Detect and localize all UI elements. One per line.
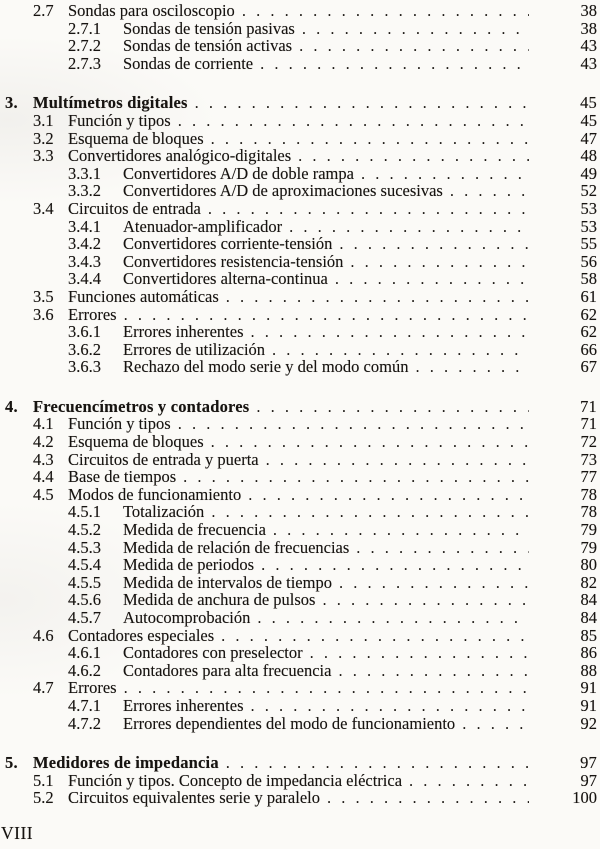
toc-entry-page: 71: [580, 414, 597, 434]
dot-leader: [310, 644, 529, 662]
toc-entry: [0, 627, 600, 645]
toc-entry: [0, 574, 600, 592]
toc-entry-page: 85: [580, 625, 597, 645]
dot-leader: [226, 288, 529, 306]
toc-entry-number: 3.5: [33, 286, 54, 306]
toc-entry-title: Errores dependientes del modo de funcionamiento: [123, 713, 456, 733]
toc-entry-title: Funciones automáticas: [68, 286, 219, 306]
toc-entry: [0, 288, 600, 306]
toc-entry-title: Multímetros digitales: [33, 93, 188, 113]
toc-entry-number: 4.5.6: [68, 590, 101, 610]
dot-leader: [124, 679, 529, 697]
dot-leader: [178, 415, 529, 433]
toc-entry: [0, 218, 600, 236]
dot-leader: [272, 341, 529, 359]
toc-entry-number: 4.5.5: [68, 572, 101, 592]
toc-entry: [0, 55, 600, 73]
toc-entry-title: Esquema de bloques: [68, 128, 204, 148]
toc-entry-title: Sondas de tensión activas: [123, 36, 293, 56]
dot-leader: [339, 574, 529, 592]
toc-entry-title: Función y tipos: [68, 414, 171, 434]
dot-leader: [339, 235, 529, 253]
toc-entry-number: 4.7: [33, 678, 54, 698]
dot-leader: [335, 270, 529, 288]
toc-entry-number: 4.7.2: [68, 713, 101, 733]
toc-entry-number: 4.: [5, 396, 18, 416]
dot-leader: [183, 468, 529, 486]
toc-entry-title: Base de tiempos: [68, 467, 177, 487]
toc-entry-number: 4.2: [33, 432, 54, 452]
dot-leader: [248, 486, 529, 504]
toc-entry: [0, 662, 600, 680]
toc-entry-number: 3.4.2: [68, 234, 101, 254]
toc-entry: [0, 112, 600, 130]
toc-entry: [0, 341, 600, 359]
toc-entry-number: 4.3: [33, 449, 54, 469]
toc-entry-number: 3.6.1: [68, 322, 101, 342]
dot-leader: [178, 112, 529, 130]
toc-entry-page: 43: [580, 53, 597, 73]
toc-entry-number: 3.6.3: [68, 357, 101, 377]
toc-entry-page: 92: [580, 713, 597, 733]
toc-entry-title: Errores: [68, 678, 117, 698]
toc-entry: [0, 235, 600, 253]
toc-entry-page: 84: [580, 590, 597, 610]
toc-entry: [0, 37, 600, 55]
toc-entry-title: Errores inherentes: [123, 695, 244, 715]
toc-entry-page: 55: [580, 234, 597, 254]
dot-leader: [273, 521, 529, 539]
toc-entry-title: Autocomprobación: [123, 608, 251, 627]
toc-entry-title: Modos de funcionamiento: [68, 484, 242, 504]
dot-leader: [260, 55, 529, 73]
toc-entry-page: 53: [580, 198, 597, 218]
toc-entry-title: Circuitos de entrada y puerta: [68, 449, 259, 469]
toc-entry-number: 4.5: [33, 484, 54, 504]
toc-entry-title: Contadores especiales: [68, 625, 215, 645]
toc-entry-title: Medida de frecuencia: [123, 520, 266, 540]
dot-leader: [211, 503, 529, 521]
toc-entry-title: Medida de periodos: [123, 555, 255, 575]
toc-entry-page: 88: [580, 660, 597, 680]
toc-entry: [0, 165, 600, 183]
toc-entry-page: 38: [580, 1, 597, 20]
toc-entry: [0, 521, 600, 539]
toc-entry-number: 2.7.3: [68, 53, 101, 73]
toc-entry-number: 3.6: [33, 304, 54, 324]
toc-entry-title: Convertidores analógico-digitales: [68, 146, 292, 166]
toc-entry: [0, 94, 600, 112]
toc-entry-page: 84: [580, 608, 597, 627]
toc-entry-number: 4.5.7: [68, 608, 101, 627]
toc-entry-title: Sondas para osciloscopio: [68, 1, 235, 20]
toc-entry-title: Errores de utilización: [123, 339, 266, 359]
toc-entry-page: 49: [580, 163, 597, 183]
toc-entry-title: Medida de relación de frecuencias: [123, 537, 350, 557]
toc-entry-page: 71: [580, 396, 597, 416]
toc-entry-title: Medida de intervalos de tiempo: [123, 572, 332, 592]
dot-leader: [338, 662, 529, 680]
toc-entry-title: Convertidores A/D de doble rampa: [123, 163, 354, 183]
dot-leader: [299, 37, 529, 55]
dot-leader: [257, 609, 529, 627]
toc-entry-page: 58: [580, 269, 597, 289]
dot-leader: [298, 147, 529, 165]
toc-entry-page: 91: [580, 695, 597, 715]
toc-entry-number: 4.5.3: [68, 537, 101, 557]
toc-entry-title: Circuitos de entrada: [68, 198, 201, 218]
dot-leader: [361, 165, 529, 183]
toc-entry-number: 4.6.1: [68, 643, 101, 663]
toc-entry-number: 3.4.1: [68, 216, 101, 236]
toc-entry-page: 52: [580, 181, 597, 201]
toc-entry-page: 82: [580, 572, 597, 592]
toc-entry-title: Convertidores alterna-continua: [123, 269, 328, 289]
toc-entry-page: 61: [580, 286, 597, 306]
toc-entry-page: 80: [580, 555, 597, 575]
toc-entry: [0, 270, 600, 288]
toc-entry: [0, 20, 600, 38]
toc-entry: [0, 697, 600, 715]
toc-entry-page: 48: [580, 146, 597, 166]
toc-entry: [0, 486, 600, 504]
dot-leader: [221, 627, 529, 645]
dot-leader: [211, 130, 529, 148]
toc-entry-number: 4.5.1: [68, 502, 101, 522]
toc-entry: [0, 253, 600, 271]
toc-entry-number: 2.7: [33, 1, 54, 20]
toc-entry-title: Errores: [68, 304, 117, 324]
toc-entry-number: 5.1: [33, 770, 54, 790]
toc-entry-title: Convertidores corriente-tensión: [123, 234, 333, 254]
toc-entry-number: 3.3.1: [68, 163, 101, 183]
toc-entry-page: 78: [580, 502, 597, 522]
toc-entry-page: 79: [580, 537, 597, 557]
toc-entry: [0, 789, 600, 807]
dot-leader: [261, 556, 529, 574]
toc-entry-title: Función y tipos. Concepto de impedancia eléctrica: [68, 770, 403, 790]
toc-entry-title: Atenuador-amplificador: [123, 216, 283, 236]
toc-entry-page: 73: [580, 449, 597, 469]
toc-entry: [0, 200, 600, 218]
toc-entry: [0, 415, 600, 433]
dot-leader: [211, 433, 529, 451]
toc-entry: [0, 306, 600, 324]
toc-entry-title: Convertidores resistencia-tensión: [123, 251, 344, 271]
dot-leader: [350, 253, 529, 271]
toc-entry-number: 2.7.1: [68, 18, 101, 38]
toc-entry-page: 78: [580, 484, 597, 504]
toc-entry-title: Errores inherentes: [123, 322, 244, 342]
toc-entry-page: 43: [580, 36, 597, 56]
toc-entry-title: Totalización: [123, 502, 205, 522]
dot-leader: [450, 182, 529, 200]
toc-entry-page: 45: [580, 93, 597, 113]
toc-entry: [0, 2, 600, 20]
toc-entry-number: 4.1: [33, 414, 54, 434]
toc-entry-title: Contadores para alta frecuencia: [123, 660, 332, 680]
dot-leader: [266, 451, 529, 469]
toc-entry-page: 38: [580, 18, 597, 38]
dot-leader: [251, 697, 530, 715]
toc-entry-number: 5.2: [33, 788, 54, 808]
toc-entry: [0, 130, 600, 148]
dot-leader: [322, 591, 529, 609]
toc-entry-title: Medida de anchura de pulsos: [123, 590, 316, 610]
toc-entry-number: 5.: [5, 753, 18, 773]
toc-entry-title: Frecuencímetros y contadores: [33, 396, 250, 416]
toc-entry-number: 4.6.2: [68, 660, 101, 680]
dot-leader: [251, 323, 530, 341]
toc-entry: [0, 539, 600, 557]
toc-entry: [0, 182, 600, 200]
toc-entry-title: Esquema de bloques: [68, 432, 204, 452]
toc-entry: [0, 715, 600, 733]
dot-leader: [289, 218, 529, 236]
toc-entry-page: 45: [580, 110, 597, 130]
toc-entry-number: 2.7.2: [68, 36, 101, 56]
toc-entry-title: Medidores de impedancia: [33, 753, 219, 773]
toc-entry-title: Sondas de corriente: [123, 53, 254, 73]
dot-leader: [124, 306, 529, 324]
toc-entry-number: 4.4: [33, 467, 54, 487]
toc-entry-page: 77: [580, 467, 597, 487]
toc-entry-number: 3.1: [33, 110, 54, 130]
toc-entry-page: 97: [580, 753, 597, 773]
toc-entry-page: 62: [580, 322, 597, 342]
dot-leader: [208, 200, 529, 218]
footer-page-number: VIII: [1, 823, 34, 843]
toc-entry: [0, 591, 600, 609]
dot-leader: [195, 94, 529, 112]
toc-entry-page: 47: [580, 128, 597, 148]
toc-list: [0, 2, 600, 807]
toc-entry-number: 4.5.4: [68, 555, 101, 575]
toc-entry: [0, 754, 600, 772]
toc-entry-page: 67: [580, 357, 597, 377]
toc-entry: [0, 147, 600, 165]
toc-entry-page: 91: [580, 678, 597, 698]
toc-entry-number: 3.4: [33, 198, 54, 218]
toc-entry-page: 72: [580, 432, 597, 452]
toc-entry-title: Contadores con preselector: [123, 643, 303, 663]
toc-entry: [0, 503, 600, 521]
toc-entry-page: 79: [580, 520, 597, 540]
toc-entry: [0, 556, 600, 574]
toc-entry-number: 3.3: [33, 146, 54, 166]
toc-entry-number: 4.6: [33, 625, 54, 645]
dot-leader: [356, 539, 529, 557]
dot-leader: [226, 754, 529, 772]
toc-entry-number: 3.: [5, 93, 18, 113]
toc-entry-number: 3.4.3: [68, 251, 101, 271]
toc-entry: [0, 323, 600, 341]
dot-leader: [242, 2, 529, 20]
toc-entry-number: 4.7.1: [68, 695, 101, 715]
dot-leader: [462, 715, 529, 733]
toc-entry: [0, 772, 600, 790]
toc-entry-title: Convertidores A/D de aproximaciones sucesivas: [123, 181, 443, 201]
toc-entry: [0, 679, 600, 697]
toc-entry: [0, 644, 600, 662]
toc-entry-number: 3.4.4: [68, 269, 101, 289]
toc-entry: [0, 433, 600, 451]
toc-entry-number: 4.5.2: [68, 520, 101, 540]
toc-entry-page: 56: [580, 251, 597, 271]
dot-leader: [409, 772, 529, 790]
toc-entry-page: 100: [572, 788, 597, 808]
toc-entry: [0, 609, 600, 627]
dot-leader: [256, 398, 529, 416]
toc-entry-page: 53: [580, 216, 597, 236]
toc-entry-number: 3.2: [33, 128, 54, 148]
toc-entry: [0, 398, 600, 416]
toc-entry: [0, 358, 600, 376]
toc-entry-number: 3.3.2: [68, 181, 101, 201]
dot-leader: [415, 358, 529, 376]
toc-entry-number: 3.6.2: [68, 339, 101, 359]
dot-leader: [327, 789, 529, 807]
toc-entry-page: 62: [580, 304, 597, 324]
toc-entry-page: 66: [580, 339, 597, 359]
toc-entry-page: 86: [580, 643, 597, 663]
dot-leader: [302, 20, 529, 38]
toc-entry-title: Función y tipos: [68, 110, 171, 130]
toc-entry-title: Sondas de tensión pasivas: [123, 18, 295, 38]
toc-entry-title: Rechazo del modo serie y del modo común: [123, 357, 409, 377]
toc-entry-page: 97: [580, 770, 597, 790]
toc-entry: [0, 468, 600, 486]
toc-entry-title: Circuitos equivalentes serie y paralelo: [68, 788, 320, 808]
toc-entry: [0, 451, 600, 469]
